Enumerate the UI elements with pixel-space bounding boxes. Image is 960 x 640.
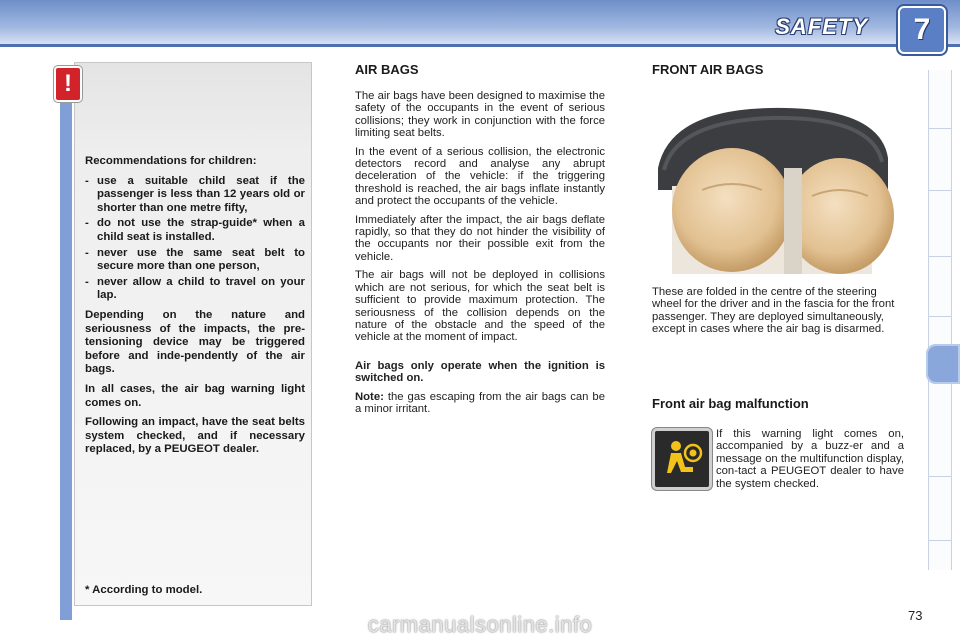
tab-divider: [929, 476, 951, 477]
malfunction-heading: Front air bag malfunction: [652, 396, 809, 411]
recommendations-list: [85, 175, 305, 303]
tab-divider: [929, 190, 951, 191]
front-air-bags-column: [652, 62, 904, 77]
section-title: SAFETY: [775, 14, 868, 39]
ignition-note: Air bags only operate when the ignition is switched on.: [355, 359, 605, 385]
tab-divider: [929, 256, 951, 257]
driver-airbag: [672, 148, 792, 272]
footnote: * According to model.: [85, 584, 203, 596]
air-bags-heading: AIR BAGS: [355, 62, 419, 77]
chapter-tabs: [928, 70, 952, 570]
pretensioner-paragraph: Depending on the nature and seriousness of the impacts, the pre-tensioning device may be triggered before and inde-pendently of the air bags.: [85, 308, 305, 376]
passenger-airbag: [786, 158, 894, 274]
paragraph: The air bags have been designed to maximise the safety of the occupants in the event of serious collisions; they work in conjunction with the force limiting seat belts.: [355, 90, 605, 140]
airbag-warning-light-icon: [652, 428, 712, 490]
header-divider: [0, 44, 960, 47]
front-air-bags-description: These are folded in the centre of the steering wheel for the driver and in the fascia for the front passenger. They are deployed simultaneously, except in cases where the air bag is disarmed.: [652, 286, 895, 336]
left-accent-strip: [60, 100, 72, 620]
note-label: Note:: [355, 390, 384, 403]
dashboard-airbags-photo: [650, 98, 896, 274]
tab-divider: [929, 540, 951, 541]
list-item: - do not use the strap-guide* when a child seat is installed.: [85, 217, 305, 244]
list-item: - use a suitable child seat if the passenger is less than 12 years old or shorter than one metre fifty,: [85, 175, 305, 216]
front-air-bags-heading: FRONT AIR BAGS: [652, 62, 764, 77]
paragraph: Immediately after the impact, the air bags deflate rapidly, so that they do not hinder the visibility of the occupants nor their possible exit from the vehicle.: [355, 213, 605, 263]
warning-exclamation-icon: !: [54, 66, 82, 102]
air-bags-body: [355, 90, 605, 415]
air-bags-column: [355, 62, 605, 421]
irritant-note: [355, 391, 605, 416]
watermark: carmanualsonline.info: [367, 612, 593, 637]
list-item: - never allow a child to travel on your lap.: [85, 276, 305, 303]
malfunction-text: If this warning light comes on, accompanied by a buzz-er and a message on the multifunction display, con-tact a PEUGEOT dealer to have the system checked.: [716, 428, 904, 490]
recommendations-title: Recommendations for children:: [85, 155, 257, 167]
warning-light-paragraph: In all cases, the air bag warning light comes on.: [85, 382, 305, 409]
chapter-number-badge: 7: [898, 6, 946, 54]
active-chapter-tab: [926, 344, 960, 384]
dealer-check-paragraph: Following an impact, have the seat belts system checked, and if necessary replaced, by a PEUGEOT dealer.: [85, 416, 305, 456]
note-text: the gas escaping from the air bags can be a minor irritant.: [355, 390, 605, 415]
list-item: - never use the same seat belt to secure more than one person,: [85, 247, 305, 274]
page-number: 73: [908, 608, 923, 623]
recommendations-box: [85, 155, 305, 463]
tab-divider: [929, 128, 951, 129]
paragraph: In the event of a serious collision, the electronic detectors record and analyse any abrupt deceleration of the vehicle: if the triggering threshold is reached, the air bags inflate instantly and protect the occupants of the vehicle.: [355, 145, 605, 208]
paragraph: The air bags will not be deployed in collisions which are not serious, for which the seat belt is sufficient to provide maximum protection. The seriousness of the collision depends on the nature of the obstacle and the speed of the vehicle at the moment of impact.: [355, 269, 605, 344]
tab-divider: [929, 316, 951, 317]
